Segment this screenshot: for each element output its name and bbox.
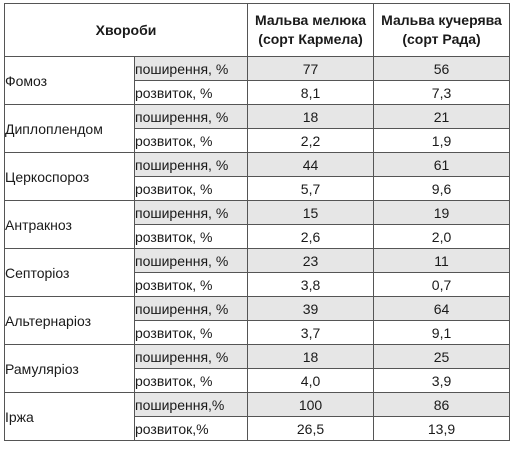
value-rada: 56 — [374, 57, 510, 81]
metric-label: розвиток,% — [135, 417, 248, 441]
value-carmela: 4,0 — [248, 369, 374, 393]
value-rada: 11 — [374, 249, 510, 273]
disease-name: Антракноз — [5, 201, 135, 249]
value-carmela: 3,8 — [248, 273, 374, 297]
metric-label: розвиток, % — [135, 177, 248, 201]
value-carmela: 26,5 — [248, 417, 374, 441]
header-variety-carmela — [248, 4, 374, 57]
table-row — [5, 57, 510, 81]
disease-name: Септоріоз — [5, 249, 135, 297]
value-rada: 64 — [374, 297, 510, 321]
disease-name: Диплоплендом — [5, 105, 135, 153]
value-rada: 3,9 — [374, 369, 510, 393]
value-rada: 1,9 — [374, 129, 510, 153]
metric-label: розвиток, % — [135, 273, 248, 297]
value-carmela: 23 — [248, 249, 374, 273]
table-row — [5, 153, 510, 177]
metric-label: розвиток, % — [135, 321, 248, 345]
value-rada: 0,7 — [374, 273, 510, 297]
metric-label: поширення,% — [135, 393, 248, 417]
value-rada: 9,1 — [374, 321, 510, 345]
value-carmela: 39 — [248, 297, 374, 321]
disease-name: Фомоз — [5, 57, 135, 105]
metric-label: поширення, % — [135, 201, 248, 225]
metric-label: розвиток, % — [135, 129, 248, 153]
metric-label: поширення, % — [135, 153, 248, 177]
value-carmela: 15 — [248, 201, 374, 225]
value-carmela: 2,6 — [248, 225, 374, 249]
value-rada: 13,9 — [374, 417, 510, 441]
metric-label: поширення, % — [135, 297, 248, 321]
value-carmela: 44 — [248, 153, 374, 177]
value-rada: 9,6 — [374, 177, 510, 201]
metric-label: поширення, % — [135, 105, 248, 129]
header-variety-carmela-line1: Мальва мелюка — [255, 12, 367, 28]
disease-name: Церкоспороз — [5, 153, 135, 201]
table-header-row — [5, 4, 510, 57]
disease-table — [4, 3, 510, 441]
table-row — [5, 105, 510, 129]
value-rada: 7,3 — [374, 81, 510, 105]
value-carmela: 100 — [248, 393, 374, 417]
value-carmela: 8,1 — [248, 81, 374, 105]
table-row — [5, 297, 510, 321]
header-variety-rada-line2: (сорт Рада) — [402, 31, 481, 47]
value-carmela: 2,2 — [248, 129, 374, 153]
table-row — [5, 249, 510, 273]
disease-name: Альтернаріоз — [5, 297, 135, 345]
table-row — [5, 345, 510, 369]
value-rada: 61 — [374, 153, 510, 177]
disease-name: Рамуляріоз — [5, 345, 135, 393]
table-row — [5, 201, 510, 225]
value-carmela: 18 — [248, 345, 374, 369]
header-variety-rada-line1: Мальва кучерява — [381, 12, 502, 28]
value-carmela: 3,7 — [248, 321, 374, 345]
disease-name: Іржа — [5, 393, 135, 441]
metric-label: розвиток, % — [135, 369, 248, 393]
header-variety-carmela-line2: (сорт Кармела) — [258, 31, 363, 47]
metric-label: розвиток, % — [135, 81, 248, 105]
value-rada: 86 — [374, 393, 510, 417]
metric-label: поширення, % — [135, 345, 248, 369]
metric-label: поширення, % — [135, 249, 248, 273]
value-rada: 21 — [374, 105, 510, 129]
header-variety-rada — [374, 4, 510, 57]
value-rada: 19 — [374, 201, 510, 225]
value-carmela: 77 — [248, 57, 374, 81]
table-row — [5, 393, 510, 417]
value-rada: 2,0 — [374, 225, 510, 249]
header-diseases: Хвороби — [5, 4, 248, 57]
value-carmela: 5,7 — [248, 177, 374, 201]
metric-label: поширення, % — [135, 57, 248, 81]
value-carmela: 18 — [248, 105, 374, 129]
metric-label: розвиток, % — [135, 225, 248, 249]
value-rada: 25 — [374, 345, 510, 369]
